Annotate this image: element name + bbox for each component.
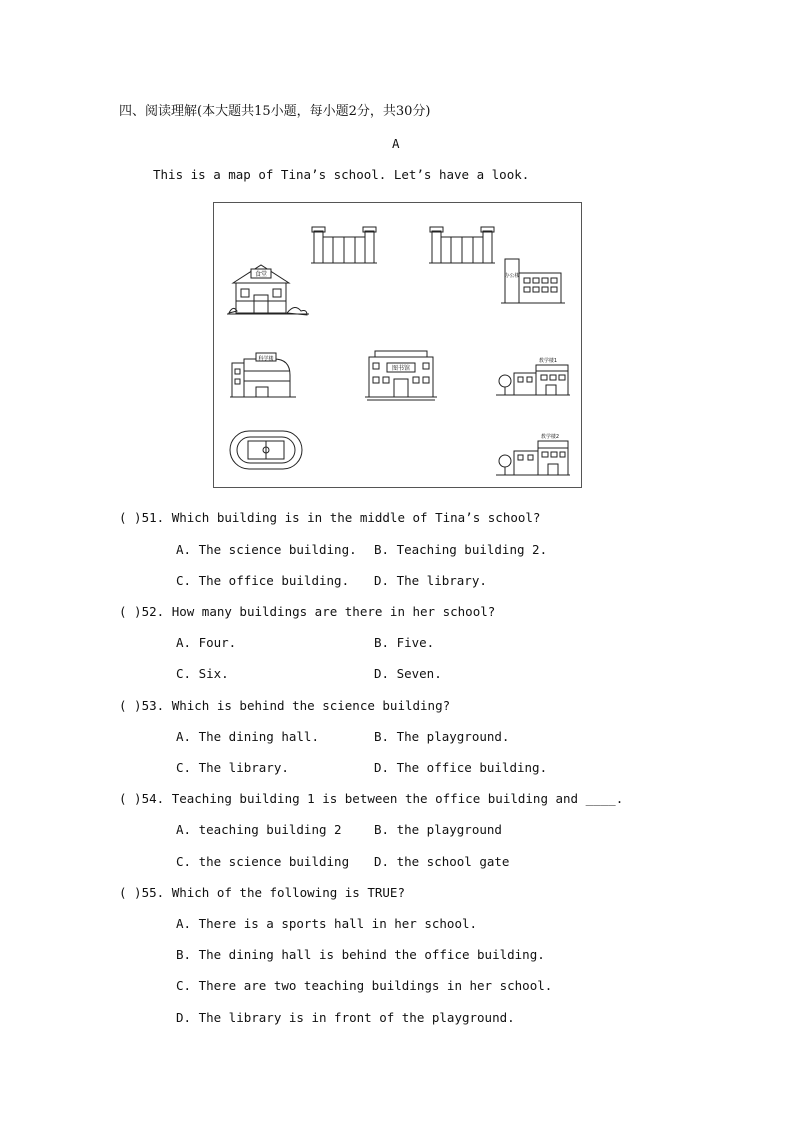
library-sign: 图书馆 — [391, 365, 411, 372]
option-52-c[interactable]: C. Six. — [176, 666, 229, 681]
question-55 — [119, 885, 405, 901]
question-text: How many buildings are there in her school? — [171, 604, 496, 619]
option-53-d[interactable]: D. The office building. — [374, 760, 548, 775]
answer-bracket[interactable]: ( ) — [119, 698, 142, 713]
science-sign: 科学楼 — [258, 356, 274, 362]
question-number: 53. — [141, 698, 165, 713]
question-53 — [119, 698, 450, 714]
answer-bracket[interactable]: ( ) — [119, 791, 142, 806]
teaching-building-1 — [496, 355, 570, 399]
answer-bracket[interactable]: ( ) — [119, 604, 142, 619]
option-53-c[interactable]: C. The library. — [176, 760, 289, 775]
question-54 — [119, 791, 623, 807]
question-number: 51. — [141, 510, 165, 525]
office-sign: 办公楼 — [504, 273, 520, 279]
option-54-a[interactable]: A. teaching building 2 — [176, 822, 342, 837]
answer-bracket[interactable]: ( ) — [119, 510, 142, 525]
option-52-b[interactable]: B. Five. — [374, 635, 435, 650]
playground — [228, 427, 304, 473]
option-55-b[interactable]: B. The dining hall is behind the office building. — [176, 947, 545, 962]
teaching-building-2 — [496, 431, 570, 477]
option-55-c[interactable]: C. There are two teaching buildings in her school. — [176, 978, 553, 993]
option-53-b[interactable]: B. The playground. — [374, 729, 510, 744]
option-55-a[interactable]: A. There is a sports hall in her school. — [176, 916, 478, 931]
option-52-d[interactable]: D. Seven. — [374, 666, 442, 681]
school-map — [213, 202, 582, 488]
dining-hall-building — [227, 261, 309, 317]
passage-intro: This is a map of Tina’s school. Let’s have a look. — [153, 167, 530, 182]
library-building — [365, 347, 437, 403]
school-gate-right — [429, 223, 495, 265]
question-text: Teaching building 1 is between the office building and ____. — [171, 791, 624, 806]
option-54-c[interactable]: C. the science building — [176, 854, 350, 869]
office-building — [501, 253, 565, 307]
option-51-d[interactable]: D. The library. — [374, 573, 487, 588]
dining-hall-sign: 食堂 — [254, 271, 268, 278]
option-52-a[interactable]: A. Four. — [176, 635, 237, 650]
teaching-building-2-sign: 教学楼2 — [540, 434, 560, 440]
option-53-a[interactable]: A. The dining hall. — [176, 729, 319, 744]
part-label: A — [392, 136, 400, 151]
section-heading: 四、阅读理解(本大题共15小题，每小题2分，共30分) — [119, 104, 431, 119]
option-54-d[interactable]: D. the school gate — [374, 854, 510, 869]
question-number: 55. — [141, 885, 165, 900]
question-52 — [119, 604, 495, 620]
question-text: Which building is in the middle of Tina’s school? — [171, 510, 541, 525]
school-gate-left — [311, 223, 377, 265]
science-building — [230, 349, 296, 401]
question-number: 52. — [141, 604, 165, 619]
option-55-d[interactable]: D. The library is in front of the playground. — [176, 1010, 515, 1025]
question-number: 54. — [141, 791, 165, 806]
option-51-a[interactable]: A. The science building. — [176, 542, 357, 557]
question-text: Which of the following is TRUE? — [171, 885, 405, 900]
question-51 — [119, 510, 540, 526]
answer-bracket[interactable]: ( ) — [119, 885, 142, 900]
teaching-building-1-sign: 教学楼1 — [538, 358, 558, 364]
option-51-c[interactable]: C. The office building. — [176, 573, 350, 588]
option-51-b[interactable]: B. Teaching building 2. — [374, 542, 548, 557]
option-54-b[interactable]: B. the playground — [374, 822, 502, 837]
question-text: Which is behind the science building? — [171, 698, 451, 713]
